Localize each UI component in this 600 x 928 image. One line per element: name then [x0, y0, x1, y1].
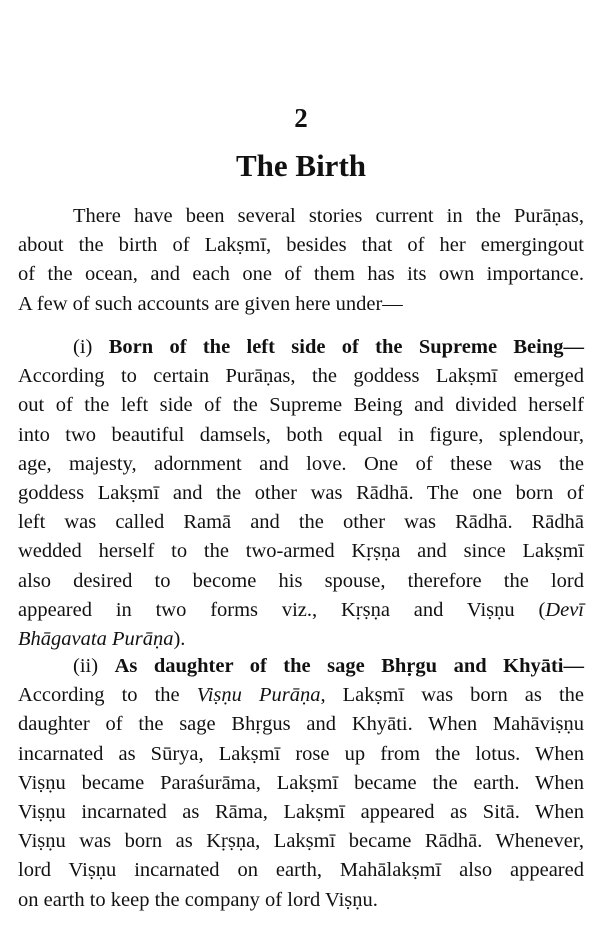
section2-prefix: (ii)	[73, 655, 115, 677]
section1-line-5: goddess Lakṣmī and the other was Rādhā. The one born of	[18, 481, 584, 504]
section1-line-10	[18, 625, 584, 654]
section-born-of-left-side	[18, 333, 584, 654]
chapter-title: The Birth	[235, 148, 367, 183]
section2-line-5: Viṣṇu incarnated as Rāma, Lakṣmī appeared as Sitā. When	[18, 800, 584, 823]
section1-line-9	[18, 596, 584, 625]
section2-line-3: incarnated as Sūrya, Lakṣmī rose up from the lotus. When	[18, 742, 584, 765]
section2-line-7: lord Viṣṇu incarnated on earth, Mahālakṣmī also appeared	[18, 859, 584, 882]
intro-line-2: about the birth of Lakṣmī, besides that of her emergingout	[18, 234, 584, 257]
section2-line-8: on earth to keep the company of lord Viṣṇu.	[18, 888, 378, 911]
section2-line-6: Viṣṇu was born as Kṛṣṇa, Lakṣmī became Rādhā. Whenever,	[18, 830, 584, 853]
section-daughter-of-bhrgu	[18, 652, 584, 915]
section2-line-4: Viṣṇu became Paraśurāma, Lakṣmī became the earth. When	[18, 771, 584, 794]
section1-line-1: According to certain Purāṇas, the goddess Lakṣmī emerged	[18, 365, 584, 388]
section2-heading: As daughter of the sage Bhṛgu and Khyāti—	[114, 655, 584, 677]
section1-line-3: into two beautiful damsels, both equal in figure, splendour,	[18, 423, 584, 446]
section1-line-7: wedded herself to the two-armed Kṛṣṇa and since Lakṣmī	[18, 540, 584, 563]
section1-line10-italic: Bhāgavata Purāṇa	[18, 627, 174, 650]
section2-line-1	[18, 681, 584, 710]
intro-line-1: There have been several stories current in the Purāṇas,	[73, 205, 584, 227]
section2-line1-end: , Lakṣmī was born as the	[320, 684, 584, 707]
section2-line-2: daughter of the sage Bhṛgus and Khyāti. When Mahāviṣṇu	[18, 713, 584, 736]
intro-paragraph	[18, 202, 584, 319]
chapter-number: 2	[294, 103, 308, 133]
section1-prefix: (i)	[73, 336, 109, 358]
section2-line1-italic: Viṣṇu Purāṇa	[196, 684, 321, 707]
intro-line-4: A few of such accounts are given here under—	[18, 292, 403, 315]
section1-line9-italic: Devī	[545, 598, 584, 621]
section1-line-6: left was called Ramā and the other was Rādhā. Rādhā	[18, 511, 584, 534]
intro-line-3: of the ocean, and each one of them has its own importance.	[18, 263, 584, 286]
section1-line-2: out of the left side of the Supreme Being and divided herself	[18, 394, 584, 417]
section1-line9-text: appeared in two forms viz., Kṛṣṇa and Viṣṇu (	[18, 598, 546, 621]
section2-heading-line	[18, 652, 584, 681]
section1-heading: Born of the left side of the Supreme Being—	[108, 336, 584, 358]
section2-line1-start: According to the	[18, 684, 197, 707]
section1-line-8: also desired to become his spouse, therefore the lord	[18, 569, 584, 592]
section1-line-4: age, majesty, adornment and love. One of these was the	[18, 452, 584, 475]
section1-line10-end: ).	[173, 627, 186, 650]
section1-heading-line	[18, 333, 584, 362]
book-page	[18, 0, 584, 928]
